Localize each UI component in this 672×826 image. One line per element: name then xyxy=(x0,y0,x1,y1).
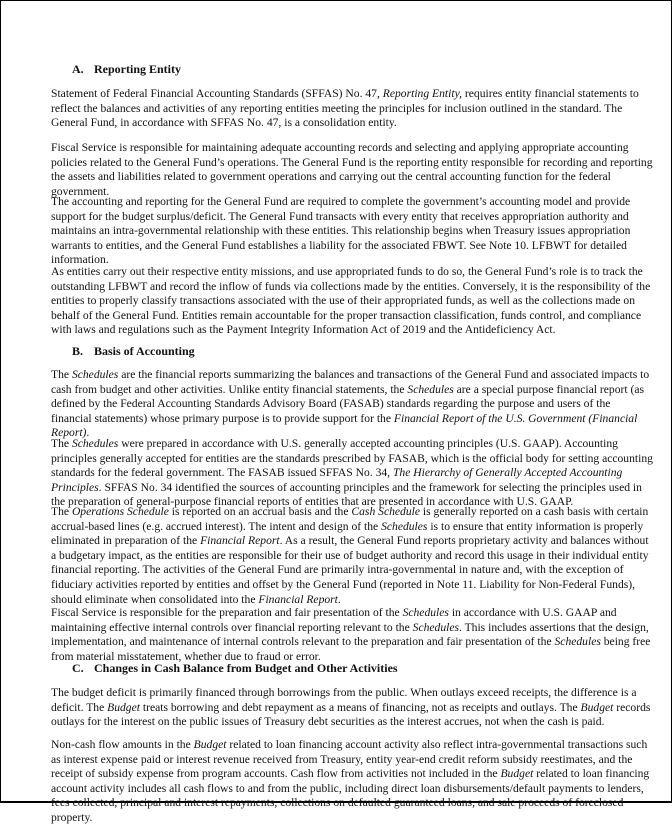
paragraph xyxy=(51,686,653,730)
body-text: in accordance with U.S. GAAP and maintaining effective internal controls over financial reporting relevant to the xyxy=(51,606,617,634)
body-text: The accounting and reporting for the General Fund are required to complete the government’s accounting model and provide support for the budget surplus/deficit. The General Fund transacts with every entity that receives appropriation authority and maintains an intra-governmental relationship with these entities. This relationship begins when Treasury issues appropriation warrants to entities, and the General Fund establishes a liability for the associated FBWT. See Note 10. LFBWT for detailed information. xyxy=(51,195,631,267)
body-text: . This includes assertions that the design, implementation, and maintenance of internal controls relevant to the preparation and fair presentation of the xyxy=(51,620,649,649)
italic-text: Cash Schedule xyxy=(351,505,420,518)
italic-text: Budget xyxy=(580,700,614,714)
italic-text: Schedules xyxy=(71,437,119,450)
italic-text: The Hierarchy of Generally Accepted Accounting Principles xyxy=(51,466,623,494)
italic-text: Schedules xyxy=(402,606,449,619)
paragraph xyxy=(51,368,653,441)
body-text: are the financial reports summarizing the balances and transactions of the General Fund and associated impacts to cash from budget and other activities. Unlike entity financial statements, the xyxy=(51,368,650,396)
italic-text: Financial Report xyxy=(258,592,338,606)
body-text: Fiscal Service is responsible for maintaining adequate accounting records and selecting and applying appropriate accounting policies related to the General Fund’s operations. The General Fund is the reporting entity responsible for recording and reporting the assets and liabilities related to government operations and carrying out the central accounting function for the federal government. xyxy=(51,141,653,198)
body-text: . SFFAS No. 34 identified the sources of accounting principles and the framework for selecting the principles used in the preparation of general-purpose financial reports of entities that are presented in accordance with U.S. GAAP. xyxy=(51,480,642,509)
section-title: Basis of Accounting xyxy=(94,344,195,358)
body-text: is to ensure that entity information is properly eliminated in preparation of the xyxy=(51,519,644,548)
section-heading-reporting-entity xyxy=(72,62,181,76)
italic-text: Financial Report xyxy=(200,534,280,548)
italic-text: Schedules xyxy=(407,382,454,396)
section-heading-basis-of-accounting xyxy=(72,344,195,358)
paragraph xyxy=(51,606,653,664)
body-text: requires entity financial statements to reflect the balances and activities of any reporting entities meeting the principles for inclusion outlined in the standard. The General Fund, in accordance with SFFAS No. 47, is a consolidation entity. xyxy=(51,87,639,130)
body-text: Statement of Federal Financial Accounting Standards (SFFAS) No. 47, xyxy=(51,87,383,100)
italic-text: Schedules xyxy=(71,368,119,381)
body-text: are a special purpose financial report (as defined by the Federal Accounting Standards Advisory Board (FASAB) standards regarding the purpose and users of the financial statements) whose primary purpose is to provide support for the xyxy=(51,382,645,425)
section-title: Changes in Cash Balance from Budget and Other Activities xyxy=(94,661,398,675)
section-heading-changes-in-cash-balance xyxy=(72,661,398,675)
section-letter: C. xyxy=(72,661,84,675)
italic-text: Schedules xyxy=(554,635,601,649)
body-text: . xyxy=(337,592,341,606)
italic-text: Schedules xyxy=(381,519,428,533)
section-title: Reporting Entity xyxy=(94,62,181,76)
italic-text: Budget xyxy=(193,738,227,751)
paragraph xyxy=(51,87,653,131)
body-text: . xyxy=(86,426,90,440)
body-text: is generally reported on a cash basis with certain accrual-based lines (e.g. accrued interest). The intent and design of the xyxy=(51,505,649,533)
body-text: The xyxy=(51,505,72,518)
paragraph xyxy=(51,195,653,268)
paragraph xyxy=(51,141,653,199)
body-text: were prepared in accordance with U.S. generally accepted accounting principles (U.S. GAAP). Accounting principles generally accepted for entities are the standards prescribed by FASAB, which is the official body for setting accounting standards for the federal government. The FASAB issued SFFAS No. 34, xyxy=(51,437,653,480)
body-text: records outlays for the interest on the public issues of Treasury debt securities as the interest accrues, not when the cash is paid. xyxy=(51,700,651,729)
paragraph xyxy=(51,437,653,510)
paragraph xyxy=(51,505,653,607)
body-text: being free from material misstatement, whether due to fraud or error. xyxy=(51,635,651,663)
italic-text: Operations Schedule xyxy=(71,505,169,518)
italic-text: Reporting Entity, xyxy=(382,87,462,100)
body-text: treats borrowing and debt repayment as a means of financing, not as receipts and outlays. The xyxy=(139,700,581,714)
section-letter: A. xyxy=(72,62,84,76)
body-text: The budget deficit is primarily financed through borrowings from the public. When outlays exceed receipts, the difference is a deficit. The xyxy=(51,686,637,714)
body-text: As entities carry out their respective entity missions, and use appropriated funds to do so, the General Fund’s role is to track the outstanding LFBWT and record the inflow of funds via collections made by the entities. Conversely, it is the responsibility of the entities to properly classify transactions associated with the use of their appropriated funds, as well as the collections made on behalf of the General Fund. Entities remain accountable for the proper transaction classification, funds control, and compliance with laws and regulations such as the Payment Integrity Information Act of 2019 and the Antideficiency Act. xyxy=(51,265,651,337)
section-letter: B. xyxy=(72,344,84,358)
body-text: related to loan financing account activity includes all cash flows to and from the public, including direct loan disbursements/default payments to lenders, fees collected, principal and interest repayments, collections on defaulted guaranteed loans, and sale proceeds of foreclosed property. xyxy=(51,767,650,824)
body-text: The xyxy=(51,368,72,381)
italic-text: Budget xyxy=(107,700,140,714)
paragraph xyxy=(51,738,653,826)
body-text: Non-cash flow amounts in the xyxy=(51,738,194,751)
paragraph xyxy=(51,265,653,338)
body-text: . As a result, the General Fund reports proprietary activity and balances without a budgetary impact, as the entities are responsible for their use of budget authority and record this usage in their individual entity financial reporting. The activities of the General Fund are primarily intra-governmental in nature and, with the exception of fiduciary activities reported by entities and offset by the General Fund (reported in Note 11. Liability for Non-Federal Funds), should eliminate when consolidated into the xyxy=(51,534,649,606)
body-text: The xyxy=(51,437,72,450)
italic-text: Financial Report of the U.S. Government (Financial Report) xyxy=(51,411,638,440)
italic-text: Schedules xyxy=(412,620,459,634)
body-text: Fiscal Service is responsible for the preparation and fair presentation of the xyxy=(51,606,403,619)
body-text: related to loan financing account activity also reflect intra-governmental transactions such as interest expense paid or interest revenue received from Treasury, entity year-end credit reform subsidy reestimates, and the receipt of subsidy expense from program accounts. Cash flow from activities not included in the xyxy=(51,738,648,781)
body-text: is reported on an accrual basis and the xyxy=(168,505,352,518)
italic-text: Budget xyxy=(500,767,534,781)
